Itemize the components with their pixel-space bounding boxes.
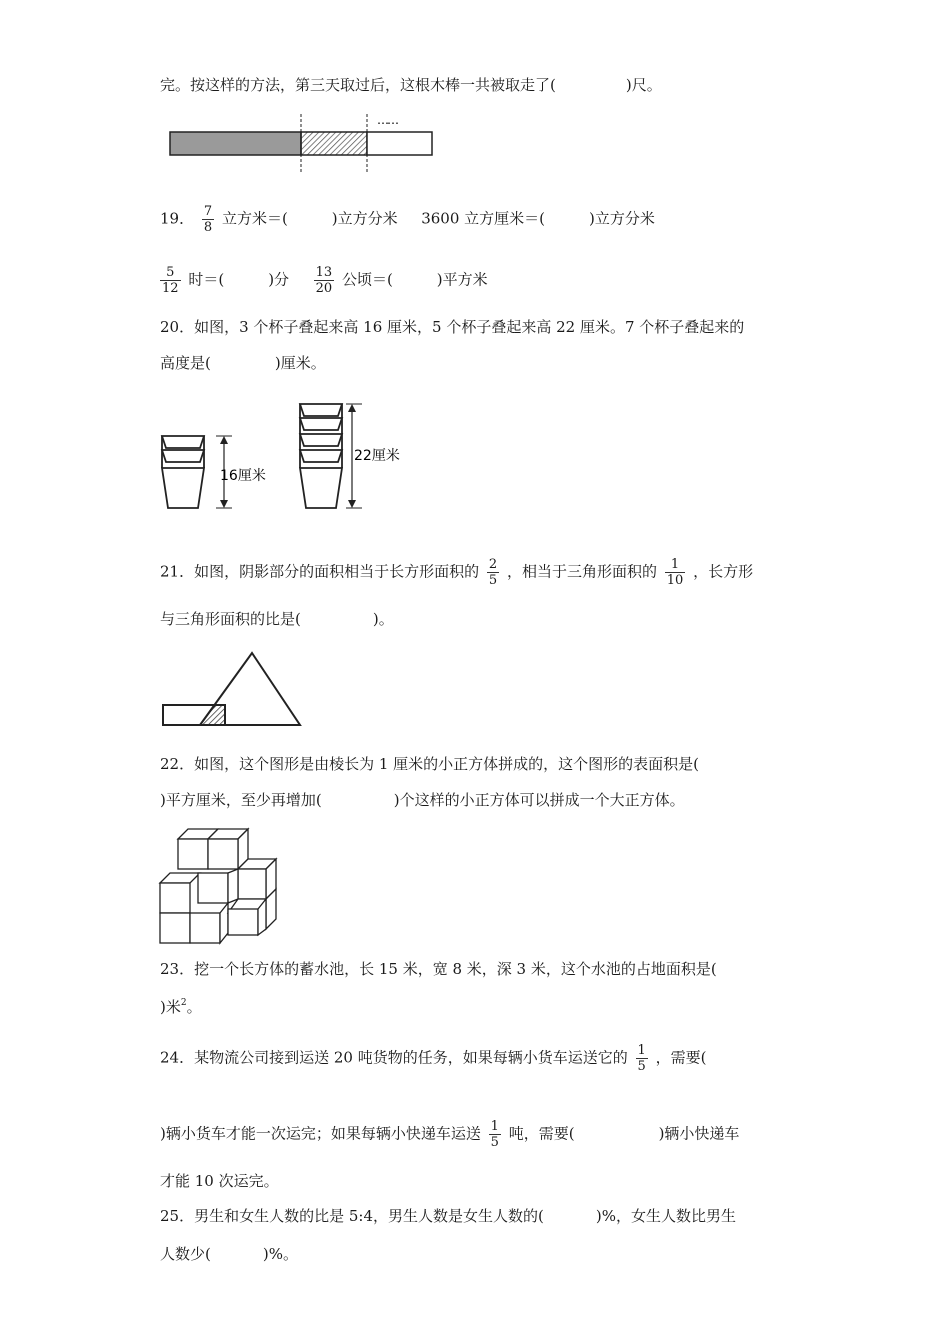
fraction-7-8: $\frac{7}{8}$	[203, 204, 213, 235]
label-16cm: 16厘米	[220, 468, 266, 484]
q20-line2: 高度是( )厘米。	[160, 354, 326, 372]
q24-line3: 才能 10 次运完。	[160, 1172, 279, 1190]
q24-line1: 24．某物流公司接到运送 20 吨货物的任务，如果每辆小货车运送它的 $\frac{1}{5}$ ，需要(	[160, 1043, 707, 1074]
three-cups	[162, 436, 204, 508]
q21-line2: 与三角形面积的比是( )。	[160, 610, 394, 628]
dots-label: ……	[377, 113, 397, 127]
q23-line1: 23．挖一个长方体的蓄水池，长 15 米，宽 8 米，深 3 米，这个水池的占地面积是(	[160, 960, 717, 978]
fraction-2-5: $\frac{2}{5}$	[488, 557, 498, 588]
label-22cm: 22厘米	[354, 448, 400, 464]
q23-line2: )米$^2$。	[160, 998, 202, 1016]
cups-diagram	[158, 398, 418, 518]
q18-text: 完。按这样的方法，第三天取过后，这根木棒一共被取走了( )尺。	[160, 76, 662, 94]
q20-line1: 20．如图，3 个杯子叠起来高 16 厘米，5 个杯子叠起来高 22 厘米。7 个杯子叠起来的	[160, 318, 745, 336]
q19-line1: 19． $\frac{7}{8}$ 立方米＝( )立方分米 3600 立方厘米＝( )立方分米	[160, 204, 655, 235]
five-cups	[300, 404, 342, 508]
q25-line1: 25．男生和女生人数的比是 5:4，男生人数是女生人数的( )%，女生人数比男生	[160, 1207, 736, 1225]
fraction-1-5-a: $\frac{1}{5}$	[637, 1043, 646, 1074]
fraction-5-12: $\frac{5}{12}$	[162, 265, 179, 296]
day2-segment	[301, 132, 367, 155]
fraction-13-20: $\frac{13}{20}$	[315, 265, 333, 296]
q22-line2: )平方厘米，至少再增加( )个这样的小正方体可以拼成一个大正方体。	[160, 791, 685, 809]
q19-line2: $\frac{5}{12}$ 时＝( )分 $\frac{13}{20}$ 公顷＝( )平方米	[162, 265, 488, 296]
cubes-diagram	[158, 825, 283, 947]
fraction-1-5-b: $\frac{1}{5}$	[490, 1119, 499, 1150]
day3-segment	[367, 132, 432, 155]
q24-line2: )辆小货车才能一次运完；如果每辆小快递车运送 $\frac{1}{5}$ 吨，需要( )辆小快递车	[160, 1119, 740, 1150]
rect-triangle-diagram	[160, 648, 310, 728]
q25-line2: 人数少( )%。	[160, 1245, 298, 1263]
q22-line1: 22．如图，这个图形是由棱长为 1 厘米的小正方体拼成的，这个图形的表面积是(	[160, 755, 700, 773]
q21-line1: 21．如图，阴影部分的面积相当于长方形面积的 $\frac{2}{5}$ ，相当于三角形面积的 $\frac{1}{10}$ ，长方形	[160, 557, 754, 588]
stick-diagram	[165, 110, 445, 160]
fraction-1-10: $\frac{1}{10}$	[666, 557, 684, 588]
day1-segment	[170, 132, 301, 155]
